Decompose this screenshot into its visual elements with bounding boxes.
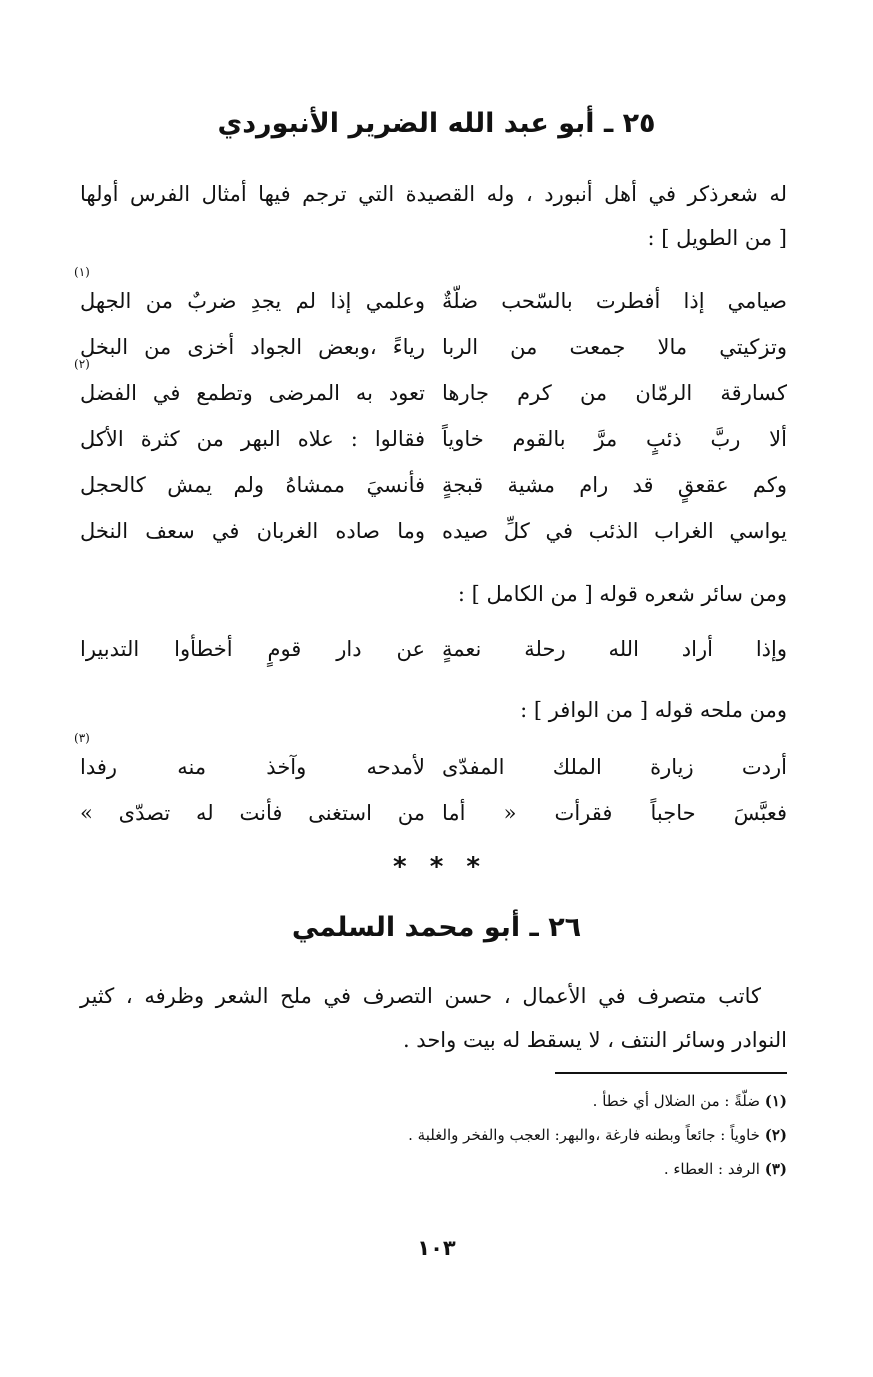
hemistich-first: وكم عقعقٍ قد رام مشية قبجةٍ — [442, 473, 787, 497]
footnote — [80, 1152, 787, 1186]
footnote-reference: (١) — [74, 265, 90, 279]
hemistich-second: عن دار قومٍ أخطأوا التدبيرا — [80, 637, 425, 661]
hemistich-second: تعود به المرضى وتطمع في الفضل — [80, 381, 425, 405]
footnote-reference: (٣) — [74, 731, 90, 745]
intro-line: له شعرذكر في أهل أنبورد ، وله القصيدة التي ترجم فيها أمثال الفرس أولها — [80, 182, 787, 206]
verse-line — [80, 626, 787, 672]
footnote-number: (٣) — [764, 1160, 787, 1178]
poem-intro-wafir: ومن ملحه قوله [ من الوافر ] : — [520, 698, 787, 722]
verse-line — [80, 324, 787, 370]
poem-tawil — [74, 265, 787, 554]
footnotes — [80, 1084, 787, 1186]
verse-line — [80, 508, 787, 554]
hemistich-first: وتزكيتي مالا جمعت من الربا — [442, 335, 787, 359]
hemistich-first: كسارقة الرمّان من كرم جارها — [442, 381, 787, 405]
verse-line — [74, 265, 787, 324]
verse-line — [80, 790, 787, 836]
hemistich-second: فقالوا : علاه البهر من كثرة الأكل — [80, 427, 425, 451]
footnote-number: (٢) — [764, 1126, 787, 1144]
verse-line — [74, 357, 787, 416]
section-heading-26: ٢٦ ـ أبو محمد السلمي — [291, 912, 582, 943]
intro-line: [ من الطويل ] : — [647, 226, 787, 250]
page-number: ١٠٣ — [417, 1236, 456, 1260]
section-intro — [80, 172, 787, 260]
footnote — [80, 1118, 787, 1152]
hemistich-first: يواسي الغراب الذئب في كلِّ صيده — [442, 519, 787, 543]
hemistich-second: وما صاده الغربان في سعف النخل — [80, 519, 425, 543]
verse-line — [74, 731, 787, 790]
poem-wafir — [74, 731, 787, 836]
poem-intro-kamil: ومن سائر شعره قوله [ من الكامل ] : — [457, 582, 787, 606]
section-body: كاتب متصرف في الأعمال ، حسن التصرف في ملح الشعر وظرفه ، كثير النوادر وسائر النتف ، لا يسقط له بيت واحد . — [80, 984, 787, 1052]
hemistich-second: من استغنى فأنت له تصدّى » — [80, 801, 425, 825]
hemistich-first: أردت زيارة الملك المفدّى — [442, 755, 787, 779]
hemistich-first: صيامي إذا أفطرت بالسّحب ضلّةٌ — [442, 289, 787, 313]
footnote-text: الرفد : العطاء . — [663, 1160, 760, 1178]
footnote-text: ضلّةً : من الضلال أي خطأ . — [592, 1092, 760, 1110]
footnote-text: خاوياً : جائعاً وبطنه فارغة ،والبهر: العجب والفخر والغلبة . — [408, 1126, 760, 1144]
verse-line — [80, 462, 787, 508]
poem-kamil — [80, 626, 787, 672]
hemistich-second: وعلمي إذا لم يجدِ ضربٌ من الجهل — [80, 289, 425, 313]
hemistich-second: رياءً ،وبعض الجواد أخزى من البخل — [80, 335, 425, 359]
hemistich-first: فعبَّسَ حاجباً فقرأت « أما — [442, 801, 787, 825]
hemistich-second: لأمدحه وآخذ منه رفدا — [80, 755, 425, 779]
hemistich-first: ألا ربَّ ذئبٍ مرَّ بالقوم خاوياً — [442, 427, 787, 451]
footnote-reference: (٢) — [74, 357, 90, 371]
section-heading-25: ٢٥ ـ أبو عبد الله الضرير الأنبوردي — [217, 108, 656, 139]
hemistich-first: وإذا أراد الله رحلة نعمةٍ — [442, 637, 787, 661]
footnote-number: (١) — [764, 1092, 787, 1110]
hemistich-second: فأنسيَ ممشاهُ ولم يمش كالحجل — [80, 473, 425, 497]
footnote-rule — [555, 1072, 787, 1074]
footnote — [80, 1084, 787, 1118]
verse-line — [80, 416, 787, 462]
section-separator: * * * — [393, 852, 480, 882]
